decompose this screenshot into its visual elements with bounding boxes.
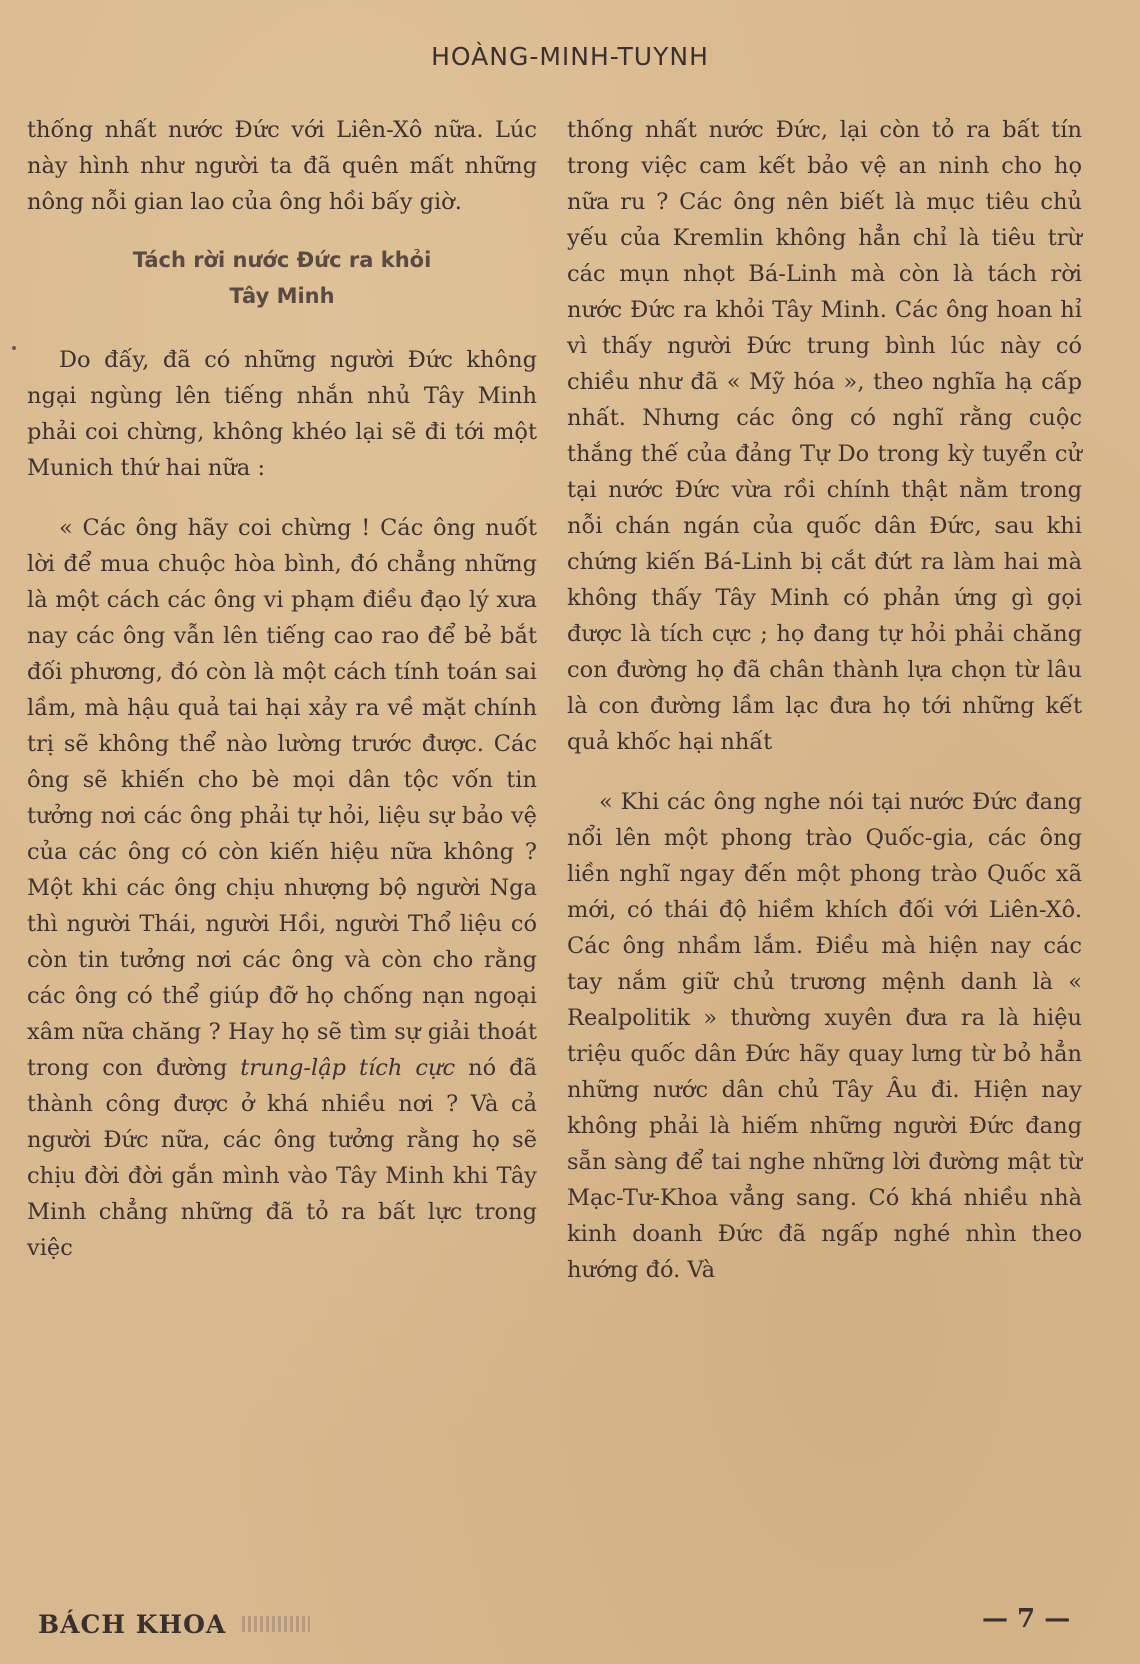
print-smudge [242,1616,310,1632]
section-heading [27,242,537,314]
italic-phrase: trung-lập tích cực [240,1055,456,1081]
paragraph-continuation: thống nhất nước Đức, lại còn tỏ ra bất tín trong việc cam kết bảo vệ an ninh cho họ nữa ru ? Các ông nên biết là mục tiêu chủ yếu của Kremlin không hẳn chỉ là tiêu trừ các mụn nhọt Bá-Linh mà còn là tách rời nước Đức ra khỏi Tây Minh. Các ông hoan hỉ vì thấy người Đức trung bình lúc này có chiều như đã « Mỹ hóa », theo nghĩa hạ cấp nhất. Nhưng các ông có nghĩ rằng cuộc thắng thế của đảng Tự Do trong kỳ tuyển cử tại nước Đức vừa rồi chính thật nằm trong nỗi chán ngán của quốc dân Đức, sau khi chứng kiến Bá-Linh bị cắt đứt ra làm hai mà không thấy Tây Minh có phản ứng gì gọi được là tích cực ; họ đang tự hỏi phải chăng con đường họ đã chân thành lựa chọn từ lâu là con đường lầm lạc đưa họ tới những kết quả khốc hại nhất [567,117,1082,755]
left-column [27,112,537,1266]
quote-paragraph: « Khi các ông nghe nói tại nước Đức đang nổi lên một phong trào Quốc-gia, các ông liền nghĩ ngay đến một phong trào Quốc xã mới, có thái độ hiềm khích đối với Liên-Xô. Các ông nhầm lắm. Điều mà hiện nay các tay nắm giữ chủ trương mệnh danh là « Realpolitik » thường xuyên đưa ra là hiệu triệu quốc dân Đức hãy quay lưng từ bỏ hẳn những nước dân chủ Tây Âu đi. Hiện nay không phải là hiếm những người Đức đang sẵn sàng để tai nghe những lời đường mật từ Mạc-Tư-Khoa vẳng sang. Có khá nhiều nhà kinh doanh Đức đã ngấp nghé nhìn theo hướng đó. Và [567,789,1082,1283]
running-header: HOÀNG-MINH-TUYNH [431,42,709,71]
margin-dot [12,346,16,350]
magazine-name: BÁCH KHOA [38,1610,227,1639]
paragraph-gap [567,760,1082,784]
section-heading-line-2: Tây Minh [229,284,335,308]
paragraph-gap [27,486,537,510]
quote-paragraph [27,510,537,1266]
right-column [567,112,1082,1288]
quote-text-continued: nó đã thành công được ở khá nhiều nơi ? Và cả người Đức nữa, các ông tưởng rằng họ sẽ chịu đời đời gắn mình vào Tây Minh khi Tây Minh chẳng những đã tỏ ra bất lực trong việc [27,1055,537,1261]
paragraph-continuation: thống nhất nước Đức với Liên-Xô nữa. Lúc này hình như người ta đã quên mất những nông nỗi gian lao của ông hồi bấy giờ. [27,117,537,215]
quote-text: « Các ông hãy coi chừng ! Các ông nuốt lời để mua chuộc hòa bình, đó chẳng những là một cách các ông vi phạm điều đạo lý xưa nay các ông vẫn lên tiếng cao rao để bẻ bắt đối phương, đó còn là một cách tính toán sai lầm, mà hậu quả tai hại xảy ra về mặt chính trị sẽ không thể nào lường trước được. Các ông sẽ khiến cho bè mọi dân tộc vốn tin tưởng nơi các ông phải tự hỏi, liệu sự bảo vệ của các ông có còn kiến hiệu nữa không ? Một khi các ông chịu nhượng bộ người Nga thì người Thái, người Hồi, người Thổ liệu có còn tin tưởng nơi các ông và còn cho rằng các ông có thể giúp đỡ họ chống nạn ngoại xâm nữa chăng ? Hay họ sẽ tìm sự giải thoát trong con đường [27,515,537,1081]
page-number: — 7 — [982,1604,1071,1634]
paragraph: Do đấy, đã có những người Đức không ngại ngùng lên tiếng nhắn nhủ Tây Minh phải coi chừng, không khéo lại sẽ đi tới một Munich thứ hai nữa : [27,347,537,481]
section-heading-line-1: Tách rời nước Đức ra khỏi [132,248,432,272]
